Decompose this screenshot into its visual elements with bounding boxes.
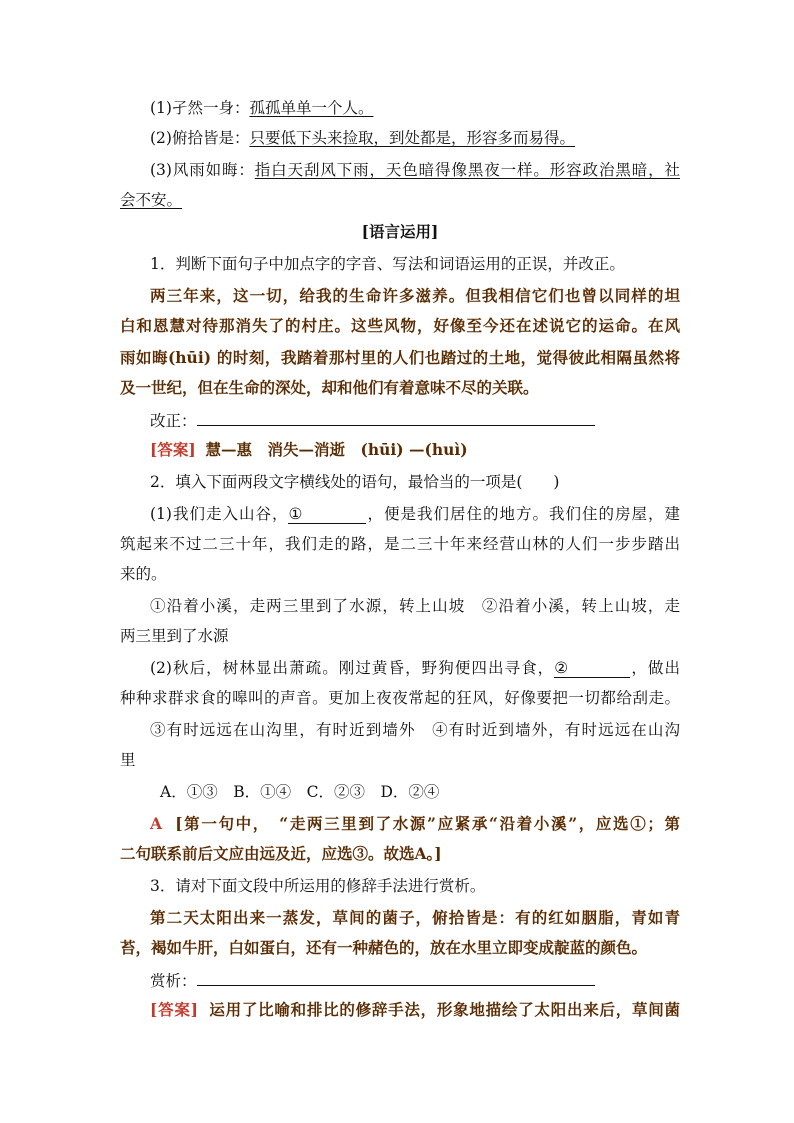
passage-line: 苔，褐如牛肝，白如蛋白，还有一种赭色的，放在水里立即变成靛蓝的颜色。 <box>120 938 648 957</box>
passage-line: 白和恩慧对待那消失了的村庄。这些风物，好像至今还在述说它的运命。在风 <box>120 316 680 335</box>
appreciation-line <box>150 970 680 991</box>
fix-line <box>150 410 680 431</box>
sentence-line <box>150 658 680 678</box>
option-line: ③有时远远在山沟里，有时近到墙外 ④有时近到墙外，有时远远在山沟 <box>150 721 680 739</box>
definition-text: 只要低下头来捡取，到处都是，形容多而易得。 <box>249 129 575 147</box>
question-2-stem: 2．填入下面两段文字横线处的语句，最恰当的一项是( ) <box>150 473 560 491</box>
definition-3 <box>150 160 680 180</box>
sentence-text: ，便是我们居住的地方。我们住的房屋，建 <box>366 505 680 523</box>
analysis-line: 二句联系前后文应由远及近，应选③。故选A。] <box>120 844 442 863</box>
question-2-answer <box>150 814 680 834</box>
question-1-answer <box>150 440 680 460</box>
definition-text: 孤孤单单一个人。 <box>249 99 374 117</box>
answer-blank-line[interactable] <box>197 970 595 986</box>
passage-line: 两三年来，这一切，给我的生命许多滋养。但我相信它们也曾以同样的坦 <box>150 286 680 305</box>
sentence-text: (2)秋后，树林显出萧疏。刚过黄昏，野狗便四出寻食， <box>150 659 555 677</box>
fill-blank-2[interactable]: ② <box>554 659 630 678</box>
answer-text: 慧—惠 消失—消逝 (hūi) —(huì) <box>205 440 468 459</box>
option-line: 两三里到了水源 <box>120 627 229 645</box>
definition-term: (2)俯拾皆是： <box>150 129 250 147</box>
definition-text: 会不安。 <box>120 191 183 209</box>
answer-letter: A <box>150 814 163 833</box>
sentence-text: ，做出 <box>630 659 680 677</box>
answer-blank-line[interactable] <box>197 410 595 426</box>
option-line: 里 <box>120 751 136 769</box>
sentence-line <box>150 504 680 524</box>
answer-tag: [答案] <box>150 440 196 459</box>
passage-line: 及一世纪，但在生命的深处，却和他们有着意味不尽的关联。 <box>120 378 539 397</box>
definition-2 <box>150 128 680 148</box>
answer-text: 运用了比喻和排比的修辞手法，形象地描绘了太阳出来后，草间菌 <box>209 1000 680 1019</box>
passage-line: 第二天太阳出来一蒸发，草间的菌子，俯拾皆是：有的红如胭脂，青如青 <box>150 908 680 927</box>
appreciation-label: 赏析： <box>150 972 197 990</box>
fill-blank-1[interactable]: ① <box>288 505 366 524</box>
answer-tag: [答案] <box>150 1000 198 1019</box>
section-title: [语言运用] <box>361 222 439 241</box>
question-1-stem: 1．判断下面句子中加点字的字音、写法和词语运用的正误，并改正。 <box>150 255 625 273</box>
option-line: ①沿着小溪，走两三里到了水源，转上山坡 ②沿着小溪，转上山坡，走 <box>150 597 680 615</box>
analysis-text: [第一句中， “走两三里到了水源”应紧承“沿着小溪”，应选①；第 <box>175 814 681 833</box>
definition-1 <box>150 98 680 118</box>
sentence-line: 筑起来不过二三十年，我们走的路，是二三十年来经营山林的人们一步步踏出 <box>120 535 680 553</box>
sentence-line: 种种求群求食的嗥叫的声音。更加上夜夜常起的狂风，好像要把一切都给刮走。 <box>120 689 680 707</box>
definition-term: (3)风雨如晦： <box>150 161 255 179</box>
sentence-line: 来的。 <box>120 565 167 583</box>
definition-3-cont <box>120 190 680 210</box>
definition-text: 指白天刮风下雨，天色暗得像黑夜一样。形容政治黑暗，社 <box>254 161 680 179</box>
question-3-stem: 3．请对下面文段中所运用的修辞手法进行赏析。 <box>150 877 486 895</box>
passage-line: 雨如晦(hūi) 的时刻，我踏着那村里的人们也踏过的土地，觉得彼此相隔虽然将 <box>120 348 680 367</box>
fix-label: 改正： <box>150 412 197 430</box>
definition-term: (1)孑然一身： <box>150 99 250 117</box>
sentence-text: (1)我们走入山谷， <box>150 505 289 523</box>
question-3-answer <box>150 1000 680 1020</box>
choices: A．①③ B．①④ C．②③ D．②④ <box>160 783 440 801</box>
